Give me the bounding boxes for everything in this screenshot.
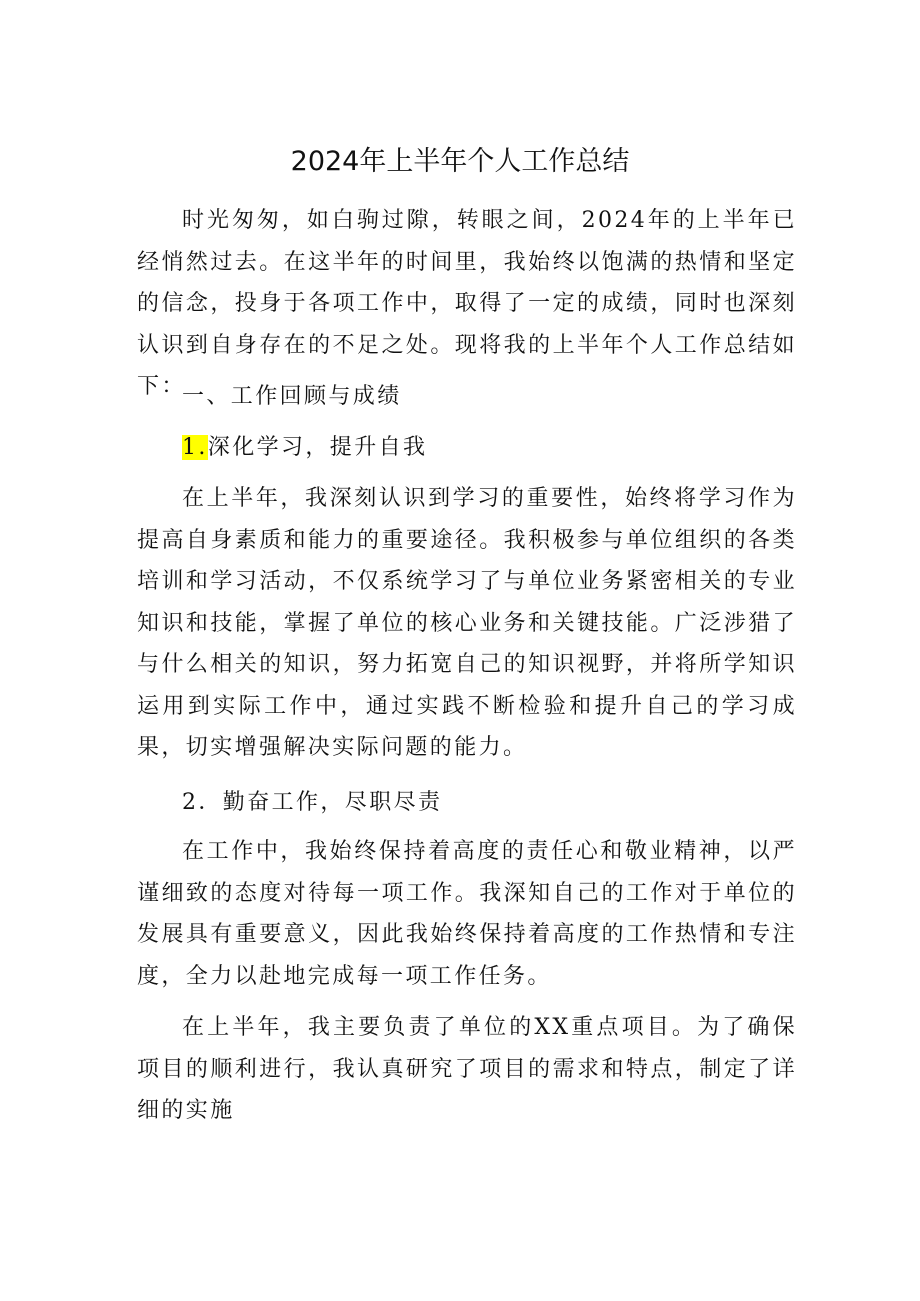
work-paragraph: 在工作中，我始终保持着高度的责任心和敬业精神，以严谨细致的态度对待每一项工作。我深知自己的工作对于单位的发展具有重要意义，因此我始终保持着高度的工作热情和专注度，全力以赴地完成每一项工作任务。 <box>137 839 797 989</box>
highlighted-number: 1. <box>182 435 208 460</box>
subsection-title-1: 深化学习，提升自我 <box>207 435 428 460</box>
section-heading: 一、工作回顾与成绩 <box>182 384 402 409</box>
project-paragraph: 在上半年，我主要负责了单位的XX重点项目。为了确保项目的顺利进行，我认真研究了项目的需求和特点，制定了详细的实施 <box>137 1015 797 1123</box>
subsection-heading-1 <box>137 427 842 469</box>
document-title: 2024年上半年个人工作总结 <box>290 146 630 177</box>
intro-paragraph: 时光匆匆，如白驹过隙，转眼之间，2024年的上半年已经悄然过去。在这半年的时间里，我始终以饱满的热情和坚定的信念，投身于各项工作中，取得了一定的成绩，同时也深刻认识到自身存在的不足之处。现将我的上半年个人工作总结如下： <box>137 208 797 399</box>
subsection-heading-2: 2．勤奋工作，尽职尽责 <box>182 790 443 815</box>
learning-paragraph: 在上半年，我深刻认识到学习的重要性，始终将学习作为提高自身素质和能力的重要途径。我积极参与单位组织的各类培训和学习活动，不仅系统学习了与单位业务紧密相关的专业知识和技能，掌握了单位的核心业务和关键技能。广泛涉猎了与什么相关的知识，努力拓宽自己的知识视野，并将所学知识运用到实际工作中，通过实践不断检验和提升自己的学习成果，切实增强解决实际问题的能力。 <box>137 486 797 760</box>
